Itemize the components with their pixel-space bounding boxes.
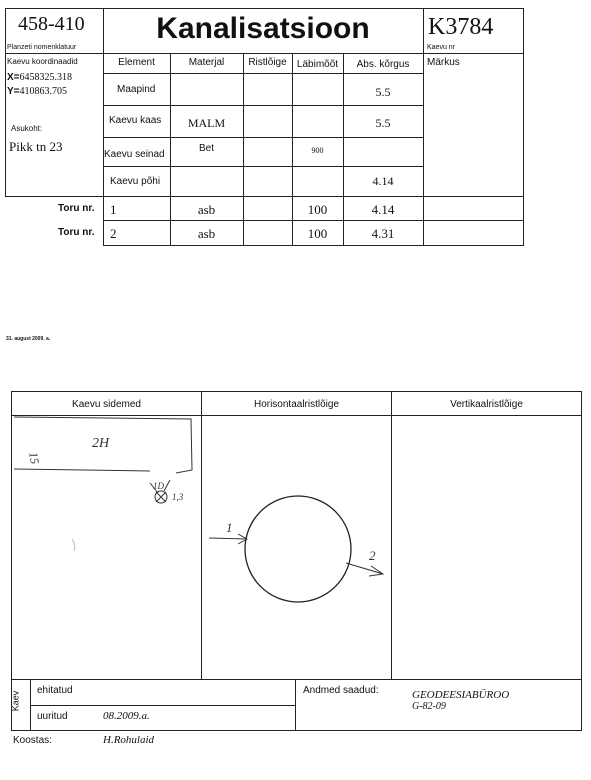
coord-x-label: X=	[7, 72, 20, 83]
location-value: Pikk tn 23	[9, 139, 63, 154]
well-circle	[245, 496, 351, 602]
row-element: Kaevu seinad	[104, 149, 165, 160]
mark-15: 15	[26, 450, 43, 466]
pipe-number: 2	[110, 226, 117, 241]
row-element: Maapind	[117, 84, 156, 95]
surveyed-value: 08.2009.a.	[103, 710, 150, 722]
row-elevation: 4.14	[372, 174, 394, 188]
col-elevation: Abs. kõrgus	[356, 59, 410, 70]
mark-1d: 1D	[153, 481, 164, 491]
row-element: Kaevu kaas	[109, 115, 162, 126]
coord-x-value: 6458325.318	[19, 72, 73, 83]
plan-number: 458-410	[18, 13, 85, 35]
pipe-diameter: 100	[307, 226, 328, 241]
coord-y-label: Y=	[7, 86, 20, 97]
compiled-label: Koostas:	[13, 735, 52, 746]
location-label: Asukoht:	[11, 124, 43, 133]
col-element: Element	[118, 57, 155, 68]
col-horizontal-section: Horisontaalristlõige	[253, 399, 340, 410]
well-caption: Kaevu nr	[427, 44, 456, 51]
col-vertical-section: Vertikaalristlõige	[450, 399, 523, 410]
faint-mark	[72, 539, 75, 551]
col-diameter: Läbimõõt	[296, 59, 339, 70]
col-material: Materjal	[188, 57, 225, 68]
plan-caption: Planzeti nomenklatuur	[7, 44, 77, 51]
pipe-elevation: 4.14	[371, 202, 395, 217]
pipe-label: Toru nr.	[58, 227, 95, 238]
pipe-elevation: 4.31	[371, 226, 395, 241]
coord-y-value: 410863.705	[19, 86, 68, 97]
col-well-connections: Kaevu sidemed	[72, 399, 141, 410]
pipe-number: 1	[110, 202, 117, 217]
row-material: MALM	[187, 116, 226, 130]
surveyed-label: uuritud	[37, 711, 68, 722]
data-source-label: Andmed saadud:	[303, 685, 379, 696]
col-cross-section: Ristlõige	[248, 57, 287, 68]
pipe-material: asb	[197, 202, 216, 217]
date-note: 31. august 2009. a.	[6, 336, 51, 342]
pipe-label: Toru nr.	[58, 203, 95, 214]
mark-2h: 2H	[92, 436, 110, 451]
mark-13: 1,3	[172, 492, 184, 502]
pipe-label-1: 1	[226, 520, 233, 535]
pipe-material: asb	[197, 226, 216, 241]
pipe-label-2: 2	[369, 548, 376, 563]
pipe-arrow-1	[209, 534, 247, 544]
row-material: Bet	[198, 143, 214, 154]
coords-label: Kaevu koordinaadid	[7, 57, 78, 66]
page-title: Kanalisatsioon	[156, 12, 370, 45]
pipe-diameter: 100	[307, 202, 328, 217]
built-label: ehitatud	[37, 685, 73, 696]
compiled-value: H.Rohulaid	[103, 734, 155, 746]
side-label: Kaev	[10, 690, 21, 712]
data-source-org: GEODEESIABÜROO	[412, 689, 510, 701]
row-diameter: 900	[311, 146, 324, 155]
well-id: K3784	[428, 14, 494, 40]
col-remarks: Märkus	[427, 57, 460, 68]
data-source-code: G-82-09	[412, 701, 446, 712]
row-elevation: 5.5	[375, 85, 391, 99]
row-elevation: 5.5	[375, 116, 391, 130]
row-element: Kaevu põhi	[110, 176, 161, 187]
pipe-arrow-2	[346, 563, 383, 576]
